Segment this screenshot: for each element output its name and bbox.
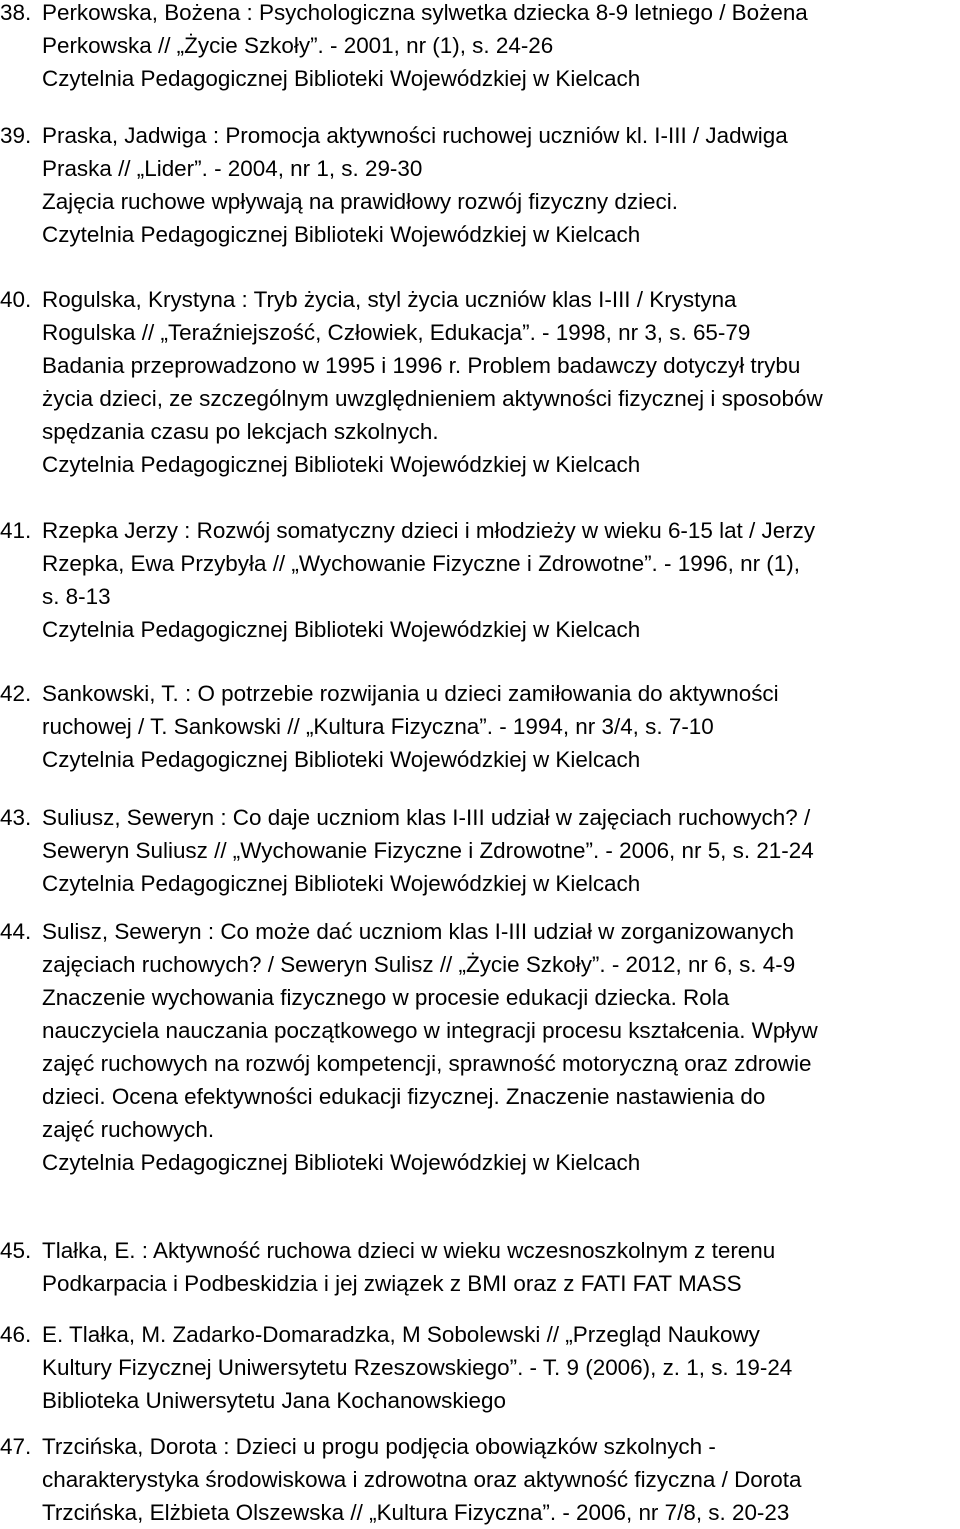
entry-annotation: zajęć ruchowych na rozwój kompetencji, sprawność motoryczną oraz zdrowie <box>42 1051 812 1076</box>
entry-text <box>42 119 960 251</box>
entry-text <box>42 677 960 776</box>
entry-text <box>42 1430 960 1529</box>
entry-line: Sulisz, Seweryn : Co może dać uczniom klas I-III udział w zorganizowanych <box>42 919 794 944</box>
entry-annotation: życia dzieci, ze szczególnym uwzględnieniem aktywności fizycznej i sposobów <box>42 386 823 411</box>
entry-line: Rzepka, Ewa Przybyła // „Wychowanie Fizyczne i Zdrowotne”. - 1996, nr (1), <box>42 551 800 576</box>
entry-number: 38. <box>0 0 32 25</box>
entry-annotation: dzieci. Ocena efektywności edukacji fizycznej. Znaczenie nastawienia do <box>42 1084 766 1109</box>
entry-line: Trzcińska, Elżbieta Olszewska // „Kultura Fizyczna”. - 2006, nr 7/8, s. 20-23 <box>42 1500 790 1525</box>
entry-location: Czytelnia Pedagogicznej Biblioteki Wojewódzkiej w Kielcach <box>42 1150 641 1175</box>
entry-location: Czytelnia Pedagogicznej Biblioteki Wojewódzkiej w Kielcach <box>42 871 641 896</box>
entry-text <box>42 0 960 95</box>
entry-location: Czytelnia Pedagogicznej Biblioteki Wojewódzkiej w Kielcach <box>42 222 641 247</box>
entry-location: Czytelnia Pedagogicznej Biblioteki Wojewódzkiej w Kielcach <box>42 747 641 772</box>
entry-line: Perkowska, Bożena : Psychologiczna sylwetka dziecka 8-9 letniego / Bożena <box>42 0 808 25</box>
entry-line: Tlałka, E. : Aktywność ruchowa dzieci w wieku wczesnoszkolnym z terenu <box>42 1238 776 1263</box>
entry-text <box>42 1318 960 1417</box>
entry-text <box>42 283 960 481</box>
entry-annotation: Badania przeprowadzono w 1995 i 1996 r. Problem badawczy dotyczył trybu <box>42 353 801 378</box>
entry-number: 42. <box>0 681 32 706</box>
entry-line: Sankowski, T. : O potrzebie rozwijania u dzieci zamiłowania do aktywności <box>42 681 779 706</box>
entry-number: 40. <box>0 287 32 312</box>
entry-location: Czytelnia Pedagogicznej Biblioteki Wojewódzkiej w Kielcach <box>42 66 641 91</box>
entry-line: Rogulska, Krystyna : Tryb życia, styl życia uczniów klas I-III / Krystyna <box>42 287 737 312</box>
entry-text <box>42 1234 960 1300</box>
entry-line: Rogulska // „Teraźniejszość, Człowiek, Edukacja”. - 1998, nr 3, s. 65-79 <box>42 320 751 345</box>
entry-number: 44. <box>0 919 32 944</box>
entry-line: Kultury Fizycznej Uniwersytetu Rzeszowskiego”. - T. 9 (2006), z. 1, s. 19-24 <box>42 1355 793 1380</box>
entry-location: Czytelnia Pedagogicznej Biblioteki Wojewódzkiej w Kielcach <box>42 452 641 477</box>
entry-text <box>42 514 960 646</box>
entry-location: Czytelnia Pedagogicznej Biblioteki Wojewódzkiej w Kielcach <box>42 617 641 642</box>
entry-line: Podkarpacia i Podbeskidzia i jej związek z BMI oraz z FATI FAT MASS <box>42 1271 742 1296</box>
entry-line: charakterystyka środowiskowa i zdrowotna oraz aktywność fizyczna / Dorota <box>42 1467 802 1492</box>
entry-number: 47. <box>0 1434 32 1459</box>
entry-number: 39. <box>0 123 32 148</box>
entry-line: E. Tlałka, M. Zadarko-Domaradzka, M Sobolewski // „Przegląd Naukowy <box>42 1322 760 1347</box>
entry-location: Biblioteka Uniwersytetu Jana Kochanowskiego <box>42 1388 506 1413</box>
entry-annotation: Zajęcia ruchowe wpływają na prawidłowy rozwój fizyczny dzieci. <box>42 189 678 214</box>
entry-line: Rzepka Jerzy : Rozwój somatyczny dzieci i młodzieży w wieku 6-15 lat / Jerzy <box>42 518 816 543</box>
entry-number: 45. <box>0 1238 32 1263</box>
entry-annotation: zajęć ruchowych. <box>42 1117 215 1142</box>
entry-line: Praska // „Lider”. - 2004, nr 1, s. 29-30 <box>42 156 423 181</box>
entry-line: ruchowej / T. Sankowski // „Kultura Fizyczna”. - 1994, nr 3/4, s. 7-10 <box>42 714 714 739</box>
entry-line: Seweryn Suliusz // „Wychowanie Fizyczne i Zdrowotne”. - 2006, nr 5, s. 21-24 <box>42 838 814 863</box>
entry-number: 46. <box>0 1322 32 1347</box>
entry-line: Trzcińska, Dorota : Dzieci u progu podjęcia obowiązków szkolnych - <box>42 1434 716 1459</box>
entry-line: s. 8-13 <box>42 584 111 609</box>
entry-annotation: nauczyciela nauczania początkowego w integracji procesu kształcenia. Wpływ <box>42 1018 818 1043</box>
entry-line: Praska, Jadwiga : Promocja aktywności ruchowej uczniów kl. I-III / Jadwiga <box>42 123 788 148</box>
entry-line: Suliusz, Seweryn : Co daje uczniom klas I-III udział w zajęciach ruchowych? / <box>42 805 811 830</box>
entry-line: Perkowska // „Życie Szkoły”. - 2001, nr (1), s. 24-26 <box>42 33 554 58</box>
entry-text <box>42 915 960 1179</box>
entry-annotation: spędzania czasu po lekcjach szkolnych. <box>42 419 439 444</box>
entry-number: 41. <box>0 518 32 543</box>
entry-line: zajęciach ruchowych? / Seweryn Sulisz // „Życie Szkoły”. - 2012, nr 6, s. 4-9 <box>42 952 796 977</box>
entry-text <box>42 801 960 900</box>
entry-number: 43. <box>0 805 32 830</box>
entry-annotation: Znaczenie wychowania fizycznego w procesie edukacji dziecka. Rola <box>42 985 730 1010</box>
